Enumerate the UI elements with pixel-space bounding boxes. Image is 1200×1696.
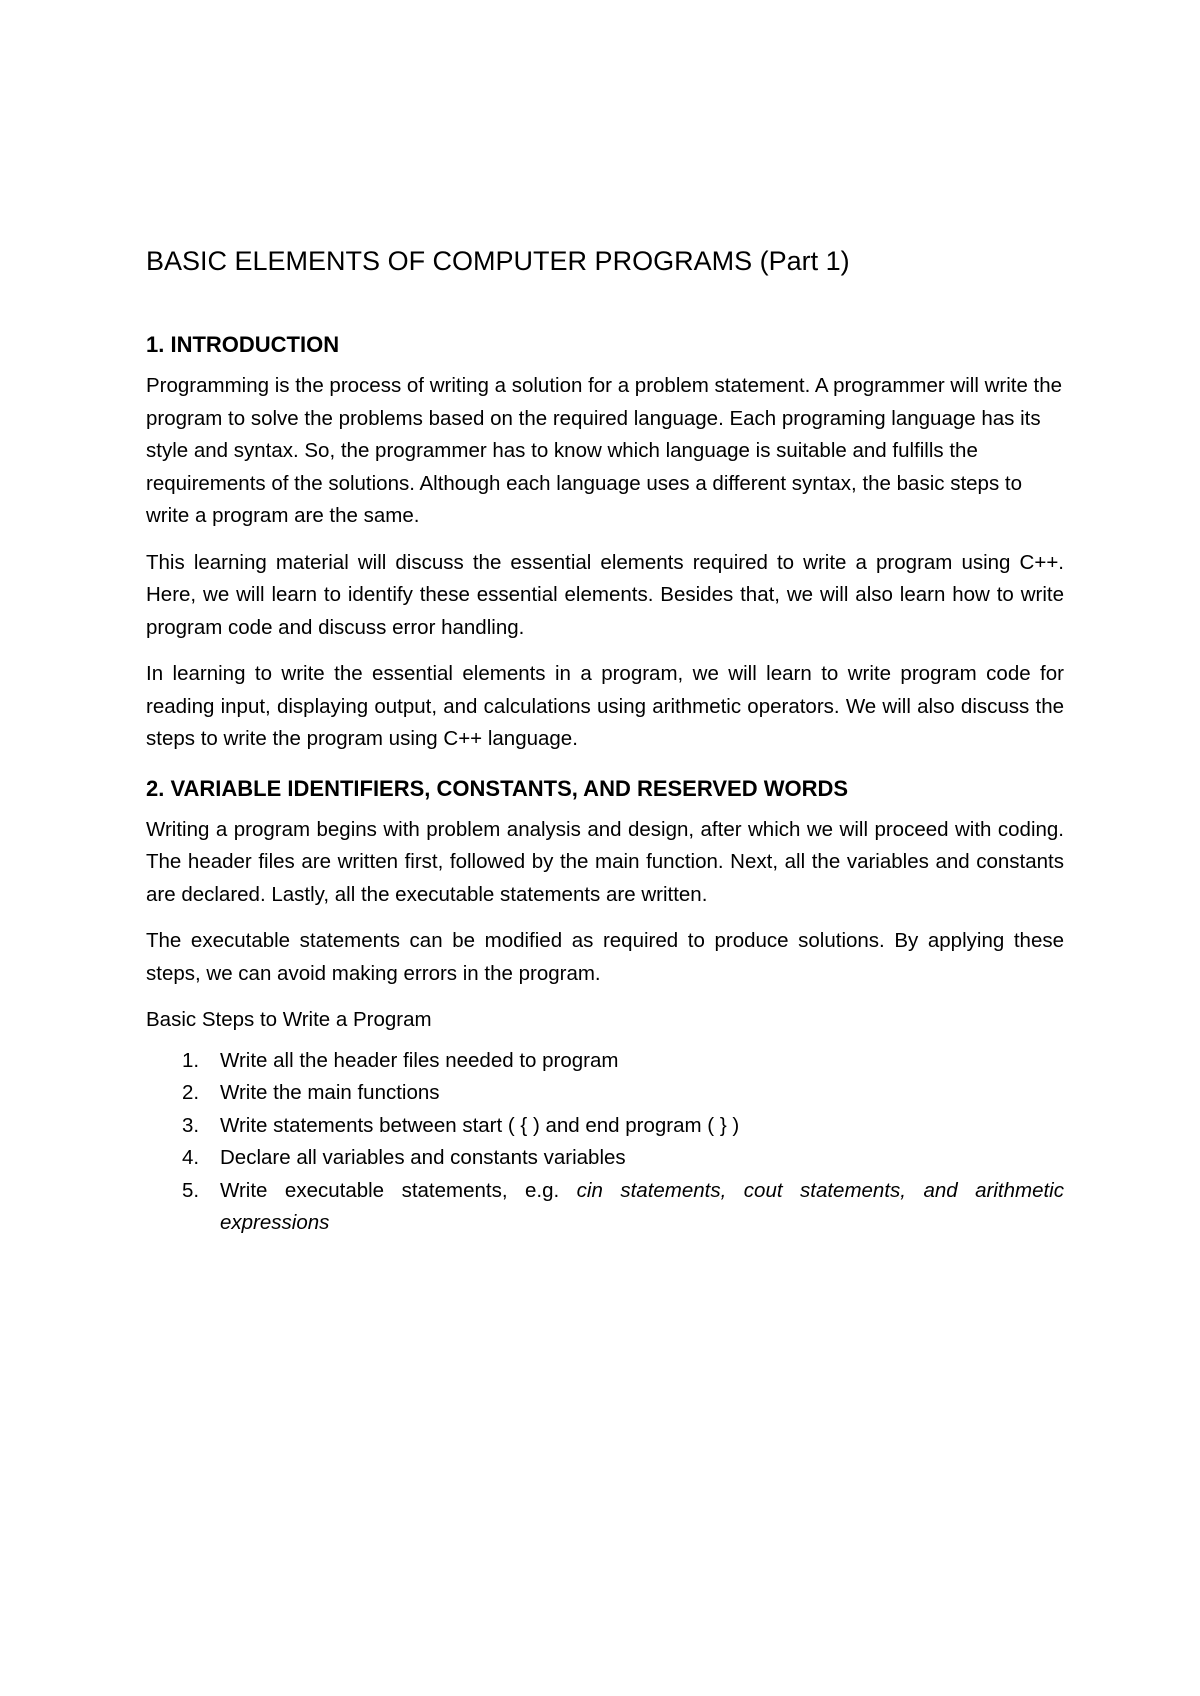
list-item bbox=[146, 1110, 1064, 1143]
document-page bbox=[146, 244, 1064, 1240]
step-number: 1. bbox=[182, 1048, 200, 1072]
intro-paragraph-2: This learning material will discuss the essential elements required to write a program using C++. Here, we will learn to identify these essential elements. Besides that, we will also learn how to write program code and discuss error handling. bbox=[146, 550, 1064, 639]
step-text: Declare all variables and constants variables bbox=[220, 1146, 626, 1169]
step-text-italic: cin statements, cout statements, and arithmetic expressions bbox=[220, 1178, 1064, 1234]
step-text: Write the main functions bbox=[220, 1081, 440, 1104]
list-item bbox=[146, 1045, 1064, 1078]
intro-paragraph-3: In learning to write the essential elements in a program, we will learn to write program code for reading input, displaying output, and calculations using arithmetic operators. We will also discuss the steps to write the program using C++ language. bbox=[146, 662, 1064, 750]
steps-label: Basic Steps to Write a Program bbox=[146, 1008, 432, 1031]
list-item bbox=[146, 1142, 1064, 1175]
step-number: 5. bbox=[182, 1178, 200, 1202]
list-item bbox=[146, 1175, 1064, 1240]
document-title: BASIC ELEMENTS OF COMPUTER PROGRAMS (Part 1) bbox=[146, 246, 850, 276]
step-number: 3. bbox=[182, 1113, 200, 1137]
step-text: Write all the header files needed to program bbox=[220, 1048, 619, 1072]
list-item bbox=[146, 1077, 1064, 1110]
section-heading-introduction: 1. INTRODUCTION bbox=[146, 332, 340, 357]
variables-paragraph-1: Writing a program begins with problem analysis and design, after which we will proceed with coding. The header files are written first, followed by the main function. Next, all the variables and constants are declared. Lastly, all the executable statements are written. bbox=[146, 817, 1064, 906]
section-heading-variable-identifiers: 2. VARIABLE IDENTIFIERS, CONSTANTS, AND RESERVED WORDS bbox=[146, 775, 849, 801]
steps-list bbox=[146, 1045, 1064, 1240]
step-text: Write statements between start ( { ) and end program ( } ) bbox=[220, 1113, 740, 1137]
variables-paragraph-2: The executable statements can be modified as required to produce solutions. By applying these steps, we can avoid making errors in the program. bbox=[146, 929, 1064, 985]
section-variable-identifiers bbox=[146, 774, 1064, 1240]
intro-paragraph-1: Programming is the process of writing a solution for a problem statement. A programmer will write the program to solve the problems based on the required language. Each programing language has its style and syntax. So, the programmer has to know which language is suitable and fulfills the requirements of the solutions. Although each language uses a different syntax, the basic steps to write a program are the same. bbox=[146, 374, 1063, 527]
step-text: Write executable statements, e.g. bbox=[220, 1178, 577, 1202]
step-number: 4. bbox=[182, 1146, 200, 1169]
step-number: 2. bbox=[182, 1081, 200, 1104]
section-introduction bbox=[146, 330, 1064, 756]
